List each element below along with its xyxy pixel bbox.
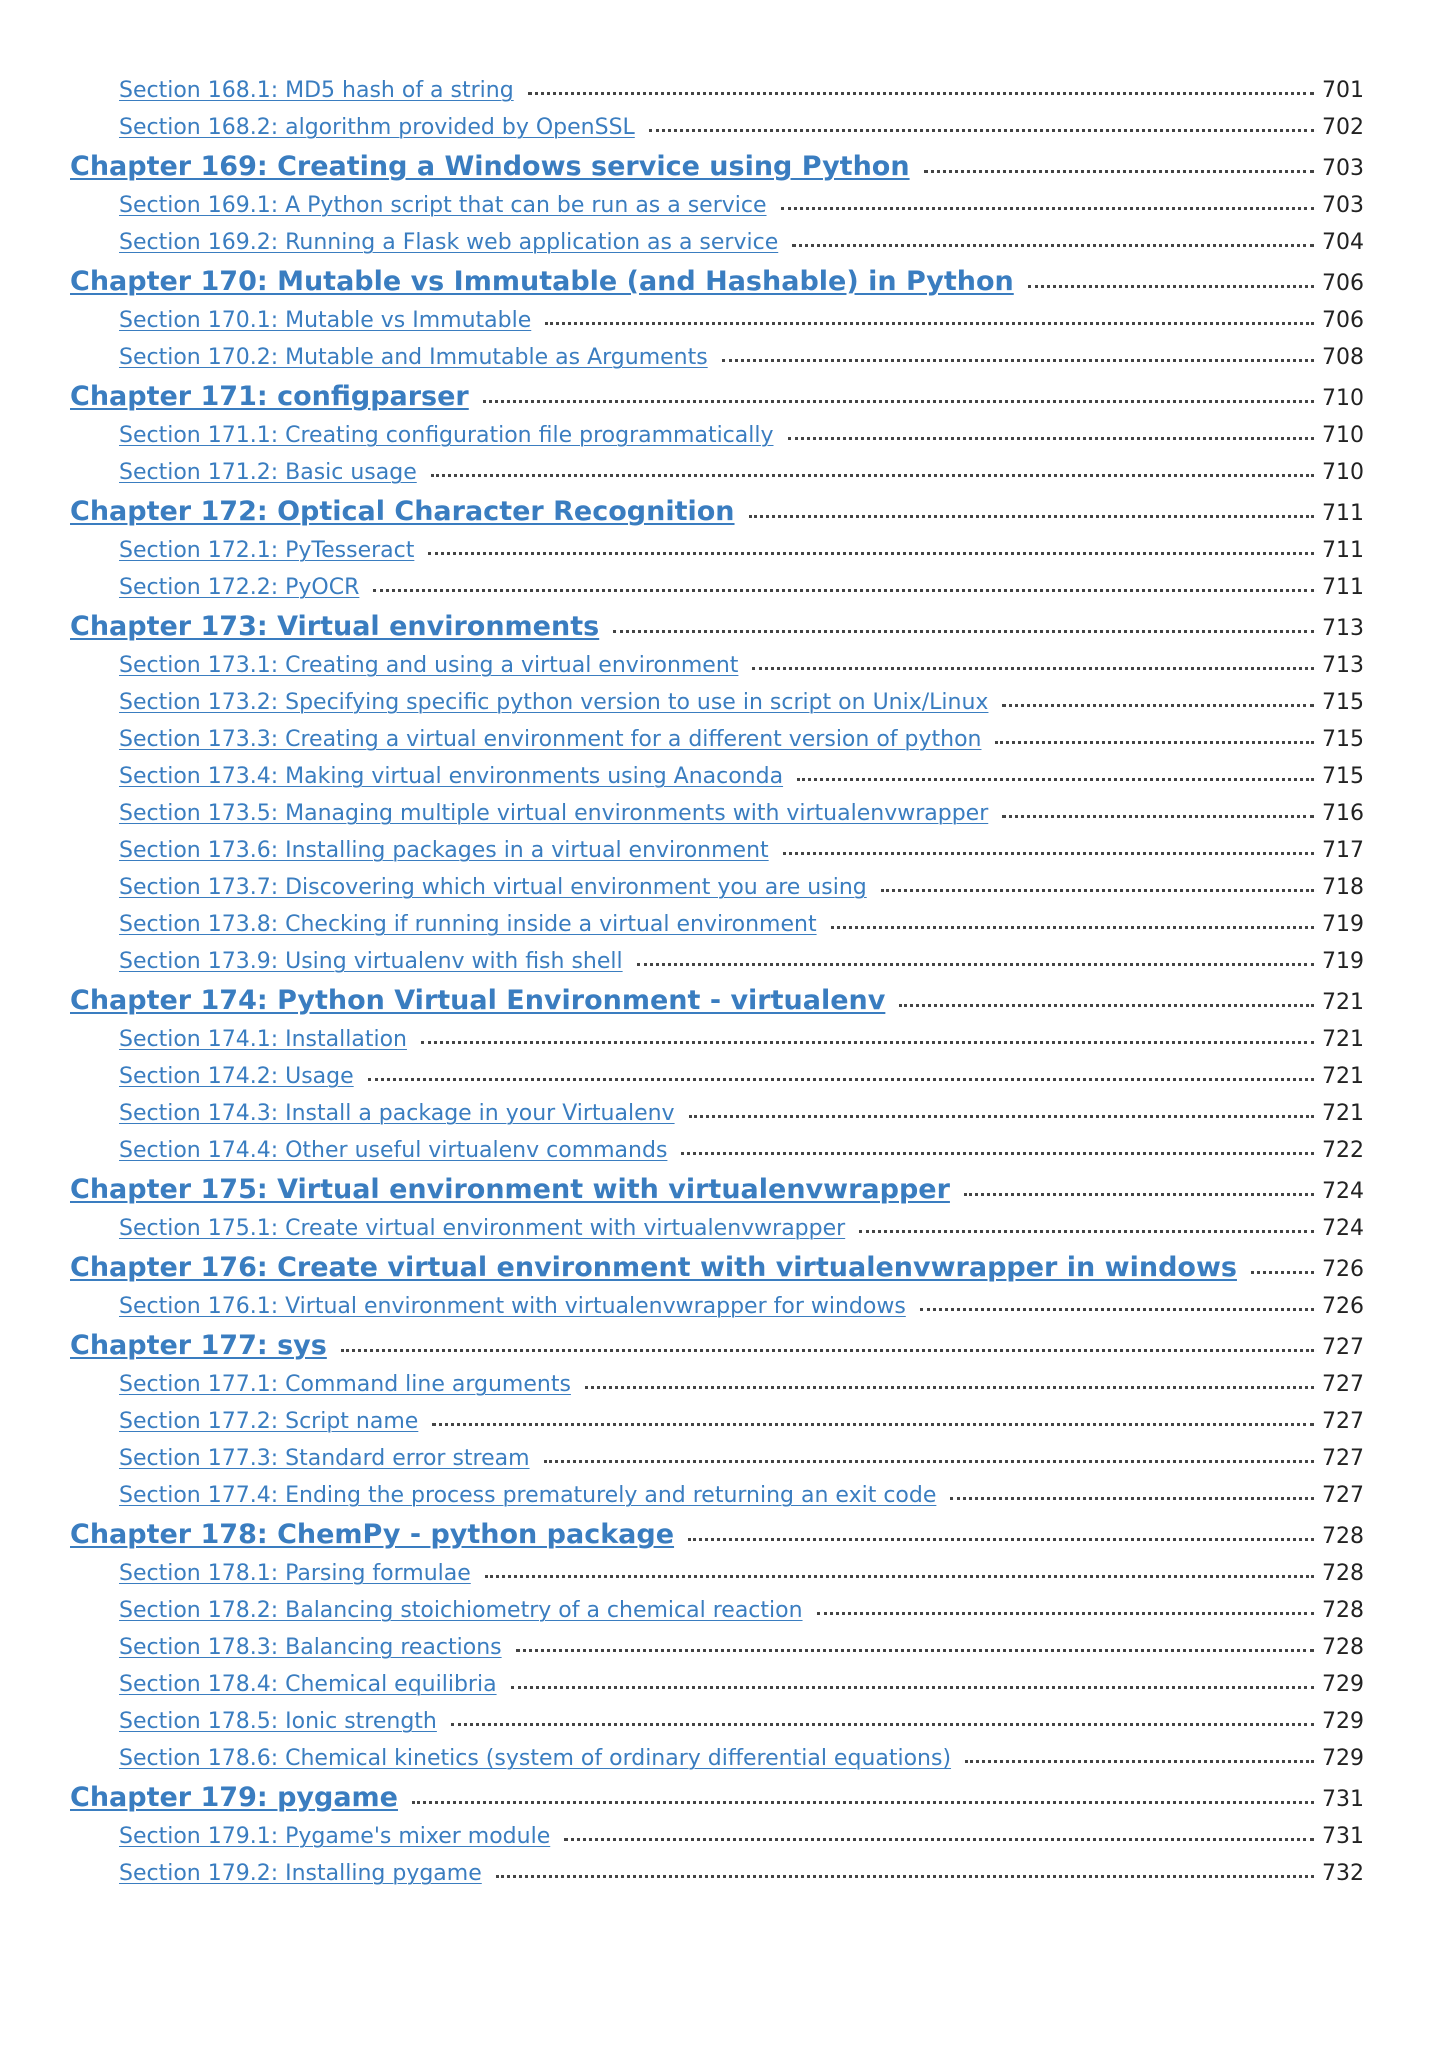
dot-leader xyxy=(950,1497,1314,1500)
dot-leader xyxy=(783,852,1314,855)
page-number-link[interactable]: 703 xyxy=(1322,156,1364,181)
page-number-link[interactable]: 731 xyxy=(1322,1787,1364,1812)
toc-section-row xyxy=(70,795,1364,832)
toc-section-row xyxy=(70,224,1364,261)
page-number-link[interactable]: 711 xyxy=(1322,501,1364,526)
toc-section-row xyxy=(70,1629,1364,1666)
toc-section-row xyxy=(70,1855,1364,1892)
page-number-link[interactable]: 729 xyxy=(1322,1672,1364,1697)
dot-leader xyxy=(496,1875,1314,1878)
toc-chapter-row xyxy=(70,1169,1364,1210)
toc-section-row xyxy=(70,1703,1364,1740)
section-link[interactable]: Section 170.2: Mutable and Immutable as Arguments xyxy=(119,345,708,370)
page-number-link[interactable]: 729 xyxy=(1322,1746,1364,1771)
toc-section-row xyxy=(70,721,1364,758)
toc-section-row xyxy=(70,943,1364,980)
dot-leader xyxy=(585,1386,1314,1389)
toc-section-row xyxy=(70,832,1364,869)
page-number-link[interactable]: 710 xyxy=(1322,460,1364,485)
dot-leader xyxy=(431,474,1314,477)
dot-leader xyxy=(681,1152,1314,1155)
section-link[interactable]: Section 172.2: PyOCR xyxy=(119,575,360,600)
page-number-link[interactable]: 716 xyxy=(1322,801,1364,826)
section-link[interactable]: Section 173.1: Creating and using a virtual environment xyxy=(119,653,739,678)
section-link[interactable]: Section 173.2: Specifying specific python version to use in script on Unix/Linux xyxy=(119,690,989,715)
section-link[interactable]: Section 168.2: algorithm provided by OpenSSL xyxy=(119,115,635,140)
table-of-contents xyxy=(70,72,1364,1892)
toc-section-row xyxy=(70,1740,1364,1777)
section-link[interactable]: Section 178.1: Parsing formulae xyxy=(119,1561,471,1586)
page-number-link[interactable]: 708 xyxy=(1322,345,1364,370)
section-link[interactable]: Section 173.9: Using virtualenv with fish shell xyxy=(119,949,623,974)
toc-chapter-row xyxy=(70,980,1364,1021)
toc-section-row xyxy=(70,1440,1364,1477)
toc-section-row xyxy=(70,72,1364,109)
toc-chapter-row xyxy=(70,1514,1364,1555)
page-number-link[interactable]: 726 xyxy=(1322,1257,1364,1282)
page-number-link[interactable]: 706 xyxy=(1322,308,1364,333)
page-number-link[interactable]: 727 xyxy=(1322,1483,1364,1508)
page-number-link[interactable]: 710 xyxy=(1322,386,1364,411)
page-number-link[interactable]: 728 xyxy=(1322,1635,1364,1660)
toc-section-row xyxy=(70,758,1364,795)
section-link[interactable]: Section 174.2: Usage xyxy=(119,1064,354,1089)
chapter-link[interactable]: Chapter 170: Mutable vs Immutable (and Hashable) in Python xyxy=(70,266,1014,297)
dot-leader xyxy=(1028,285,1314,288)
toc-section-row xyxy=(70,569,1364,606)
dot-leader xyxy=(859,1230,1314,1233)
dot-leader xyxy=(428,552,1314,555)
section-link[interactable]: Section 172.1: PyTesseract xyxy=(119,538,415,563)
dot-leader xyxy=(1002,815,1314,818)
section-link[interactable]: Section 177.4: Ending the process prematurely and returning an exit code xyxy=(119,1483,937,1508)
chapter-link[interactable]: Chapter 175: Virtual environment with virtualenvwrapper xyxy=(70,1174,950,1205)
dot-leader xyxy=(432,1423,1314,1426)
page-number-link[interactable]: 711 xyxy=(1322,538,1364,563)
toc-section-row xyxy=(70,1666,1364,1703)
page-number-link[interactable]: 727 xyxy=(1322,1446,1364,1471)
page-number-link[interactable]: 703 xyxy=(1322,193,1364,218)
toc-section-row xyxy=(70,684,1364,721)
toc-section-row xyxy=(70,1288,1364,1325)
page-number-link[interactable]: 701 xyxy=(1322,78,1364,103)
dot-leader xyxy=(373,589,1314,592)
toc-section-row xyxy=(70,1366,1364,1403)
toc-chapter-row xyxy=(70,606,1364,647)
page-number-link[interactable]: 702 xyxy=(1322,115,1364,140)
section-link[interactable]: Section 169.2: Running a Flask web application as a service xyxy=(119,230,779,255)
dot-leader xyxy=(920,1308,1314,1311)
section-link[interactable]: Section 177.2: Script name xyxy=(119,1409,419,1434)
dot-leader xyxy=(528,92,1314,95)
dot-leader xyxy=(752,667,1314,670)
section-link[interactable]: Section 174.1: Installation xyxy=(119,1027,407,1052)
page-number-link[interactable]: 729 xyxy=(1322,1709,1364,1734)
page-number-link[interactable]: 728 xyxy=(1322,1598,1364,1623)
chapter-link[interactable]: Chapter 172: Optical Character Recognition xyxy=(70,496,735,527)
toc-section-row xyxy=(70,1592,1364,1629)
dot-leader xyxy=(749,515,1314,518)
toc-section-row xyxy=(70,1095,1364,1132)
dot-leader xyxy=(688,1538,1314,1541)
section-link[interactable]: Section 171.1: Creating configuration file programmatically xyxy=(119,423,774,448)
dot-leader xyxy=(1251,1271,1314,1274)
page-number-link[interactable]: 710 xyxy=(1322,423,1364,448)
toc-chapter-row xyxy=(70,261,1364,302)
page-number-link[interactable]: 722 xyxy=(1322,1138,1364,1163)
section-link[interactable]: Section 174.3: Install a package in your Virtualenv xyxy=(119,1101,675,1126)
toc-chapter-row xyxy=(70,376,1364,417)
section-link[interactable]: Section 174.4: Other useful virtualenv commands xyxy=(119,1138,668,1163)
page-number-link[interactable]: 713 xyxy=(1322,616,1364,641)
dot-leader xyxy=(483,400,1314,403)
page-number-link[interactable]: 727 xyxy=(1322,1372,1364,1397)
toc-chapter-row xyxy=(70,146,1364,187)
dot-leader xyxy=(511,1686,1314,1689)
section-link[interactable]: Section 179.1: Pygame's mixer module xyxy=(119,1824,551,1849)
dot-leader xyxy=(899,1004,1314,1007)
section-link[interactable]: Section 173.3: Creating a virtual environment for a different version of python xyxy=(119,727,982,752)
dot-leader xyxy=(831,926,1314,929)
chapter-link[interactable]: Chapter 171: configparser xyxy=(70,381,469,412)
section-link[interactable]: Section 173.5: Managing multiple virtual environments with virtualenvwrapper xyxy=(119,801,989,826)
chapter-link[interactable]: Chapter 177: sys xyxy=(70,1330,327,1361)
section-link[interactable]: Section 178.6: Chemical kinetics (system of ordinary differential equations) xyxy=(119,1746,952,1771)
toc-section-row xyxy=(70,454,1364,491)
dot-leader xyxy=(649,129,1314,132)
page-number-link[interactable]: 721 xyxy=(1322,990,1364,1015)
section-link[interactable]: Section 179.2: Installing pygame xyxy=(119,1861,482,1886)
dot-leader xyxy=(545,322,1314,325)
page-number-link[interactable]: 724 xyxy=(1322,1179,1364,1204)
page-number-link[interactable]: 719 xyxy=(1322,912,1364,937)
section-link[interactable]: Section 177.1: Command line arguments xyxy=(119,1372,571,1397)
section-link[interactable]: Section 177.3: Standard error stream xyxy=(119,1446,530,1471)
toc-section-row xyxy=(70,647,1364,684)
chapter-link[interactable]: Chapter 179: pygame xyxy=(70,1782,398,1813)
section-link[interactable]: Section 173.4: Making virtual environments using Anaconda xyxy=(119,764,784,789)
section-link[interactable]: Section 171.2: Basic usage xyxy=(119,460,417,485)
page-number-link[interactable]: 724 xyxy=(1322,1216,1364,1241)
dot-leader xyxy=(451,1723,1314,1726)
toc-section-row xyxy=(70,1132,1364,1169)
dot-leader xyxy=(792,244,1314,247)
toc-section-row xyxy=(70,417,1364,454)
toc-section-row xyxy=(70,1477,1364,1514)
dot-leader xyxy=(485,1575,1314,1578)
toc-section-row xyxy=(70,339,1364,376)
toc-section-row xyxy=(70,302,1364,339)
dot-leader xyxy=(722,359,1314,362)
toc-section-row xyxy=(70,1021,1364,1058)
dot-leader xyxy=(412,1801,1314,1804)
page-number-link[interactable]: 731 xyxy=(1322,1824,1364,1849)
toc-chapter-row xyxy=(70,1325,1364,1366)
dot-leader xyxy=(781,207,1314,210)
dot-leader xyxy=(564,1838,1314,1841)
dot-leader xyxy=(637,963,1314,966)
page-number-link[interactable]: 715 xyxy=(1322,727,1364,752)
toc-section-row xyxy=(70,532,1364,569)
chapter-link[interactable]: Chapter 174: Python Virtual Environment - virtualenv xyxy=(70,985,886,1016)
toc-section-row xyxy=(70,1555,1364,1592)
page-number-link[interactable]: 727 xyxy=(1322,1335,1364,1360)
page-number-link[interactable]: 726 xyxy=(1322,1294,1364,1319)
toc-section-row xyxy=(70,1058,1364,1095)
page-number-link[interactable]: 715 xyxy=(1322,764,1364,789)
toc-section-row xyxy=(70,906,1364,943)
section-link[interactable]: Section 176.1: Virtual environment with virtualenvwrapper for windows xyxy=(119,1294,906,1319)
page-number-link[interactable]: 732 xyxy=(1322,1861,1364,1886)
dot-leader xyxy=(797,778,1314,781)
toc-chapter-row xyxy=(70,1247,1364,1288)
chapter-link[interactable]: Chapter 169: Creating a Windows service using Python xyxy=(70,151,910,182)
dot-leader xyxy=(881,889,1314,892)
dot-leader xyxy=(421,1041,1314,1044)
page-number-link[interactable]: 728 xyxy=(1322,1524,1364,1549)
page-number-link[interactable]: 713 xyxy=(1322,653,1364,678)
dot-leader xyxy=(924,170,1314,173)
section-link[interactable]: Section 178.3: Balancing reactions xyxy=(119,1635,502,1660)
page-number-link[interactable]: 721 xyxy=(1322,1027,1364,1052)
toc-chapter-row xyxy=(70,491,1364,532)
section-link[interactable]: Section 170.1: Mutable vs Immutable xyxy=(119,308,532,333)
dot-leader xyxy=(1002,704,1314,707)
toc-section-row xyxy=(70,187,1364,224)
dot-leader xyxy=(965,1760,1314,1763)
chapter-link[interactable]: Chapter 178: ChemPy - python package xyxy=(70,1519,675,1550)
page-number-link[interactable]: 704 xyxy=(1322,230,1364,255)
page-number-link[interactable]: 717 xyxy=(1322,838,1364,863)
section-link[interactable]: Section 173.7: Discovering which virtual environment you are using xyxy=(119,875,867,900)
dot-leader xyxy=(995,741,1314,744)
page-number-link[interactable]: 719 xyxy=(1322,949,1364,974)
section-link[interactable]: Section 178.5: Ionic strength xyxy=(119,1709,437,1734)
toc-chapter-row xyxy=(70,1777,1364,1818)
page-number-link[interactable]: 728 xyxy=(1322,1561,1364,1586)
dot-leader xyxy=(368,1078,1314,1081)
section-link[interactable]: Section 168.1: MD5 hash of a string xyxy=(119,78,514,103)
dot-leader xyxy=(817,1612,1314,1615)
chapter-link[interactable]: Chapter 173: Virtual environments xyxy=(70,611,600,642)
dot-leader xyxy=(341,1349,1314,1352)
toc-section-row xyxy=(70,1818,1364,1855)
dot-leader xyxy=(516,1649,1314,1652)
section-link[interactable]: Section 173.6: Installing packages in a virtual environment xyxy=(119,838,769,863)
toc-section-row xyxy=(70,1210,1364,1247)
dot-leader xyxy=(964,1193,1314,1196)
toc-section-row xyxy=(70,1403,1364,1440)
page-number-link[interactable]: 706 xyxy=(1322,271,1364,296)
dot-leader xyxy=(613,630,1314,633)
page-number-link[interactable]: 711 xyxy=(1322,575,1364,600)
dot-leader xyxy=(788,437,1315,440)
page-number-link[interactable]: 718 xyxy=(1322,875,1364,900)
dot-leader xyxy=(544,1460,1314,1463)
page-number-link[interactable]: 721 xyxy=(1322,1101,1364,1126)
toc-section-row xyxy=(70,869,1364,906)
section-link[interactable]: Section 169.1: A Python script that can be run as a service xyxy=(119,193,767,218)
page-number-link[interactable]: 721 xyxy=(1322,1064,1364,1089)
section-link[interactable]: Section 178.2: Balancing stoichiometry of a chemical reaction xyxy=(119,1598,803,1623)
toc-section-row xyxy=(70,109,1364,146)
section-link[interactable]: Section 173.8: Checking if running inside a virtual environment xyxy=(119,912,817,937)
page-number-link[interactable]: 715 xyxy=(1322,690,1364,715)
dot-leader xyxy=(689,1115,1314,1118)
section-link[interactable]: Section 175.1: Create virtual environment with virtualenvwrapper xyxy=(119,1216,846,1241)
section-link[interactable]: Section 178.4: Chemical equilibria xyxy=(119,1672,497,1697)
chapter-link[interactable]: Chapter 176: Create virtual environment with virtualenvwrapper in windows xyxy=(70,1252,1237,1283)
page-number-link[interactable]: 727 xyxy=(1322,1409,1364,1434)
